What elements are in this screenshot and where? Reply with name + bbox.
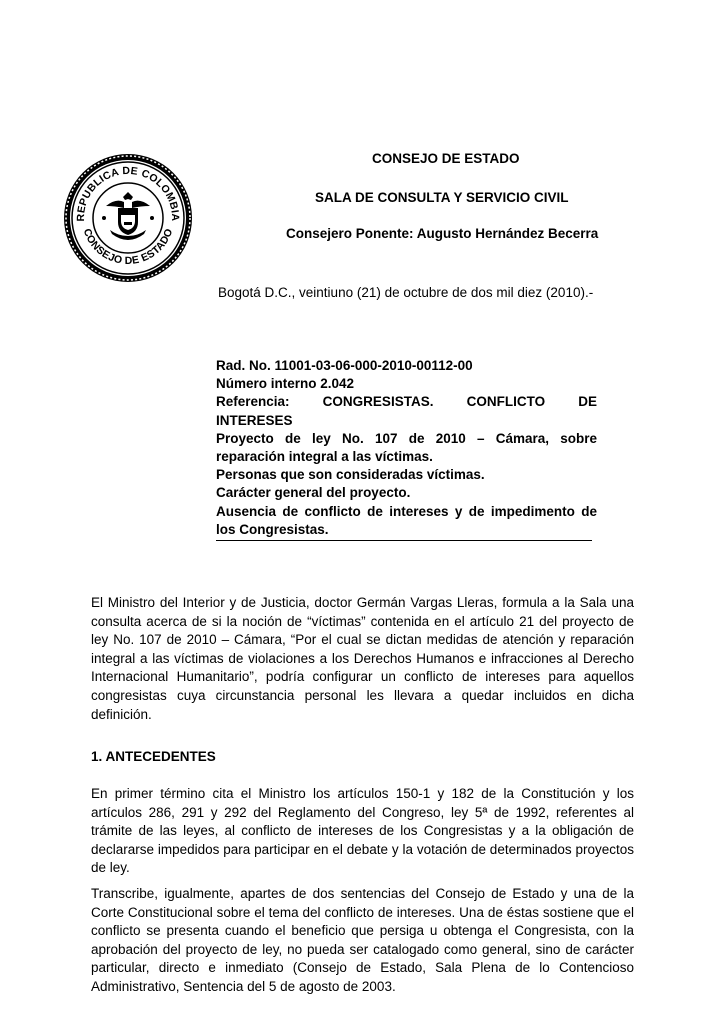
intro-paragraph-text: El Ministro del Interior y de Justicia, doctor Germán Vargas Lleras, formula a la Sala una consulta acerca de si la noción de “víctimas” contenida en el artículo 21 del proyecto de ley No. 107 de 2010 – Cámara, “Por el cual se dictan medidas de atención y reparación integral a las víctimas de violaciones a los Derechos Humanos e infracciones al Derecho Internacional Humanitario”, podría configurar un conflicto de intereses para aquellos congresistas cuya circunstancia personal les llevara a quedar incluidos en dicha definición. [91, 595, 634, 722]
internal-number: Número interno 2.042 [216, 376, 355, 392]
seal-top-text: REPUBLICA DE COLOMBIA [74, 164, 182, 222]
reference-block [216, 357, 597, 541]
bill-description: Proyecto de ley No. 107 de 2010 – Cámara, sobre reparación integral a las víctimas. [216, 430, 597, 465]
antecedentes-paragraph-1-text: En primer término cita el Ministro los artículos 150-1 y 182 de la Constitución y los artículos 286, 291 y 292 del Reglamento del Congreso, ley 5ª de 1992, referentes al trámite de las leyes, al conflicto de intereses de los Congresistas y a la obligación de declararse impedidos para participar en el debate y la votación de determinados proyectos de ley. [91, 786, 634, 876]
general-character: Carácter general del proyecto. [216, 485, 411, 501]
intro-paragraph [91, 594, 634, 724]
horizontal-rule [216, 540, 592, 541]
header-rapporteur: Consejero Ponente: Augusto Hernández Becerra [286, 226, 599, 241]
antecedentes-paragraph-2-text: Transcribe, igualmente, apartes de dos sentencias del Consejo de Estado y una de la Corte Constitucional sobre el tema del conflicto de intereses. Una de éstas sostiene que el conflicto se presenta cuando el beneficio que persiga u obtenga el Congresista, con la aprobación del proyecto de ley, no pueda ser catalogado como general, sino de carácter particular, directo e inmediato (Consejo de Estado, Sala Plena de lo Contencioso Administrativo, Sentencia del 5 de agosto de 2003. [91, 886, 634, 994]
radicado-number: Rad. No. 11001-03-06-000-2010-00112-00 [216, 358, 473, 373]
header-court-name: CONSEJO DE ESTADO [372, 151, 520, 166]
antecedentes-paragraph-2 [91, 885, 634, 997]
no-conflict-statement: Ausencia de conflicto de intereses y de impedimento de los Congresistas. [216, 503, 597, 537]
header-chamber-name: SALA DE CONSULTA Y SERVICIO CIVIL [315, 190, 569, 205]
seal-emblem-icon [62, 152, 194, 284]
seal-bottom-text: CONSEJO DE ESTADO [80, 226, 176, 268]
reference-subject: Referencia: CONGRESISTAS. CONFLICTO DE INTERESES [216, 394, 597, 428]
date-line: Bogotá D.C., veintiuno (21) de octubre de dos mil diez (2010).- [218, 285, 594, 300]
antecedentes-paragraph-1 [91, 785, 634, 878]
section-title-antecedentes: 1. ANTECEDENTES [91, 749, 216, 764]
victims-definition: Personas que son consideradas víctimas. [216, 467, 485, 483]
